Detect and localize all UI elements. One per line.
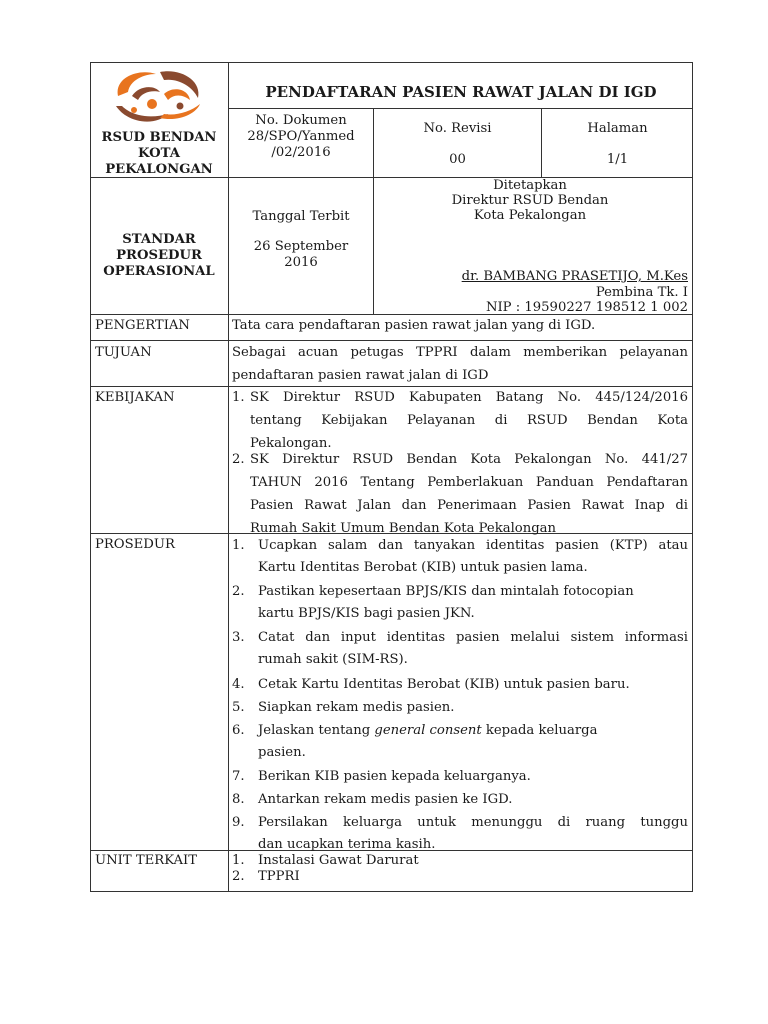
list-number: 8. bbox=[232, 792, 245, 807]
prosedur-item: Catat dan input identitas pasien melalui sistem informasi bbox=[258, 630, 688, 645]
approval-title: Kota Pekalongan bbox=[473, 208, 587, 223]
list-number: 1. bbox=[232, 538, 245, 553]
list-number: 1. bbox=[232, 853, 245, 868]
list-number: 2. bbox=[232, 869, 245, 884]
issue-date-value: 2016 bbox=[284, 255, 318, 270]
list-number: 7. bbox=[232, 769, 245, 784]
divider bbox=[541, 108, 542, 177]
kebijakan-item: SK Direktur RSUD Kabupaten Batang No. 445/124/2016 bbox=[250, 390, 688, 405]
issue-date-value: 26 September bbox=[253, 239, 349, 254]
section-label-pengertian: PENGERTIAN bbox=[95, 318, 190, 333]
tujuan-text: Sebagai acuan petugas TPPRI dalam memberikan pelayanan bbox=[232, 345, 688, 360]
prosedur-item: Pastikan kepesertaan BPJS/KIS dan mintalah fotocopian bbox=[258, 584, 634, 599]
section-label-unit-terkait: UNIT TERKAIT bbox=[95, 853, 198, 868]
unit-item: TPPRI bbox=[258, 869, 300, 884]
kebijakan-item: Pekalongan. bbox=[250, 436, 332, 451]
list-number: 1. bbox=[232, 390, 245, 405]
divider bbox=[373, 108, 374, 314]
list-number: 5. bbox=[232, 700, 245, 715]
issue-date-label: Tanggal Terbit bbox=[252, 209, 350, 224]
prosedur-item bbox=[258, 719, 688, 743]
prosedur-text: kepada keluarga bbox=[481, 723, 598, 738]
list-number: 4. bbox=[232, 677, 245, 692]
document-title: PENDAFTARAN PASIEN RAWAT JALAN DI IGD bbox=[265, 83, 657, 101]
section-label-prosedur: PROSEDUR bbox=[95, 537, 175, 552]
prosedur-item: kartu BPJS/KIS bagi pasien JKN. bbox=[258, 606, 475, 621]
prosedur-item: Antarkan rekam medis pasien ke IGD. bbox=[258, 792, 513, 807]
signer-name: dr. BAMBANG PRASETIJO, M.Kes bbox=[461, 269, 688, 284]
signer-rank: Pembina Tk. I bbox=[595, 285, 688, 300]
doc-number-value: 28/SPO/Yanmed bbox=[247, 129, 355, 144]
revision-label: No. Revisi bbox=[423, 121, 492, 136]
prosedur-item: Kartu Identitas Berobat (KIB) untuk pasien lama. bbox=[258, 560, 588, 575]
prosedur-item: Cetak Kartu Identitas Berobat (KIB) untuk pasien baru. bbox=[258, 677, 630, 692]
rsud-logo-icon bbox=[108, 66, 206, 126]
section-label-kebijakan: KEBIJAKAN bbox=[95, 390, 175, 405]
prosedur-emphasis: general consent bbox=[374, 723, 482, 738]
spo-label: STANDAR bbox=[122, 232, 196, 247]
signer-nip: NIP : 19590227 198512 1 002 bbox=[485, 300, 688, 315]
divider bbox=[228, 62, 229, 892]
kebijakan-item: Pasien Rawat Jalan dan Penerimaan Pasien Rawat Inap di bbox=[250, 498, 688, 513]
approval-title: Direktur RSUD Bendan bbox=[451, 193, 609, 208]
spo-label: OPERASIONAL bbox=[103, 264, 215, 279]
pengertian-text: Tata cara pendaftaran pasien rawat jalan yang di IGD. bbox=[232, 318, 596, 333]
prosedur-item: Ucapkan salam dan tanyakan identitas pasien (KTP) atau bbox=[258, 538, 688, 553]
prosedur-item: dan ucapkan terima kasih. bbox=[258, 837, 436, 852]
tujuan-text: pendaftaran pasien rawat jalan di IGD bbox=[232, 368, 489, 383]
org-name: RSUD BENDAN bbox=[101, 130, 217, 145]
revision-value: 00 bbox=[449, 152, 466, 167]
prosedur-text: Jelaskan tentang bbox=[258, 723, 375, 738]
page-label: Halaman bbox=[587, 121, 648, 136]
list-number: 2. bbox=[232, 452, 245, 467]
page-value: 1/1 bbox=[606, 152, 629, 167]
list-number: 6. bbox=[232, 723, 245, 738]
approval-label: Ditetapkan bbox=[493, 178, 567, 193]
doc-number-value: /02/2016 bbox=[271, 145, 331, 160]
kebijakan-item: TAHUN 2016 Tentang Pemberlakuan Panduan Pendaftaran bbox=[250, 475, 688, 490]
prosedur-item: pasien. bbox=[258, 745, 306, 760]
section-label-tujuan: TUJUAN bbox=[95, 345, 152, 360]
list-number: 3. bbox=[232, 630, 245, 645]
spo-label: PROSEDUR bbox=[116, 248, 202, 263]
doc-number-label: No. Dokumen bbox=[255, 113, 347, 128]
prosedur-item: Persilakan keluarga untuk menunggu di ruang tunggu bbox=[258, 815, 688, 830]
prosedur-item: rumah sakit (SIM-RS). bbox=[258, 652, 408, 667]
prosedur-item: Siapkan rekam medis pasien. bbox=[258, 700, 455, 715]
org-name: KOTA bbox=[138, 146, 180, 161]
prosedur-item: Berikan KIB pasien kepada keluarganya. bbox=[258, 769, 531, 784]
kebijakan-item: tentang Kebijakan Pelayanan di RSUD Bendan Kota bbox=[250, 413, 688, 428]
unit-item: Instalasi Gawat Darurat bbox=[258, 853, 419, 868]
divider bbox=[228, 108, 693, 109]
list-number: 9. bbox=[232, 815, 245, 830]
list-number: 2. bbox=[232, 584, 245, 599]
kebijakan-item: SK Direktur RSUD Bendan Kota Pekalongan No. 441/27 bbox=[250, 452, 688, 467]
org-name: PEKALONGAN bbox=[105, 162, 213, 177]
kebijakan-item: Rumah Sakit Umum Bendan Kota Pekalongan bbox=[250, 521, 557, 536]
